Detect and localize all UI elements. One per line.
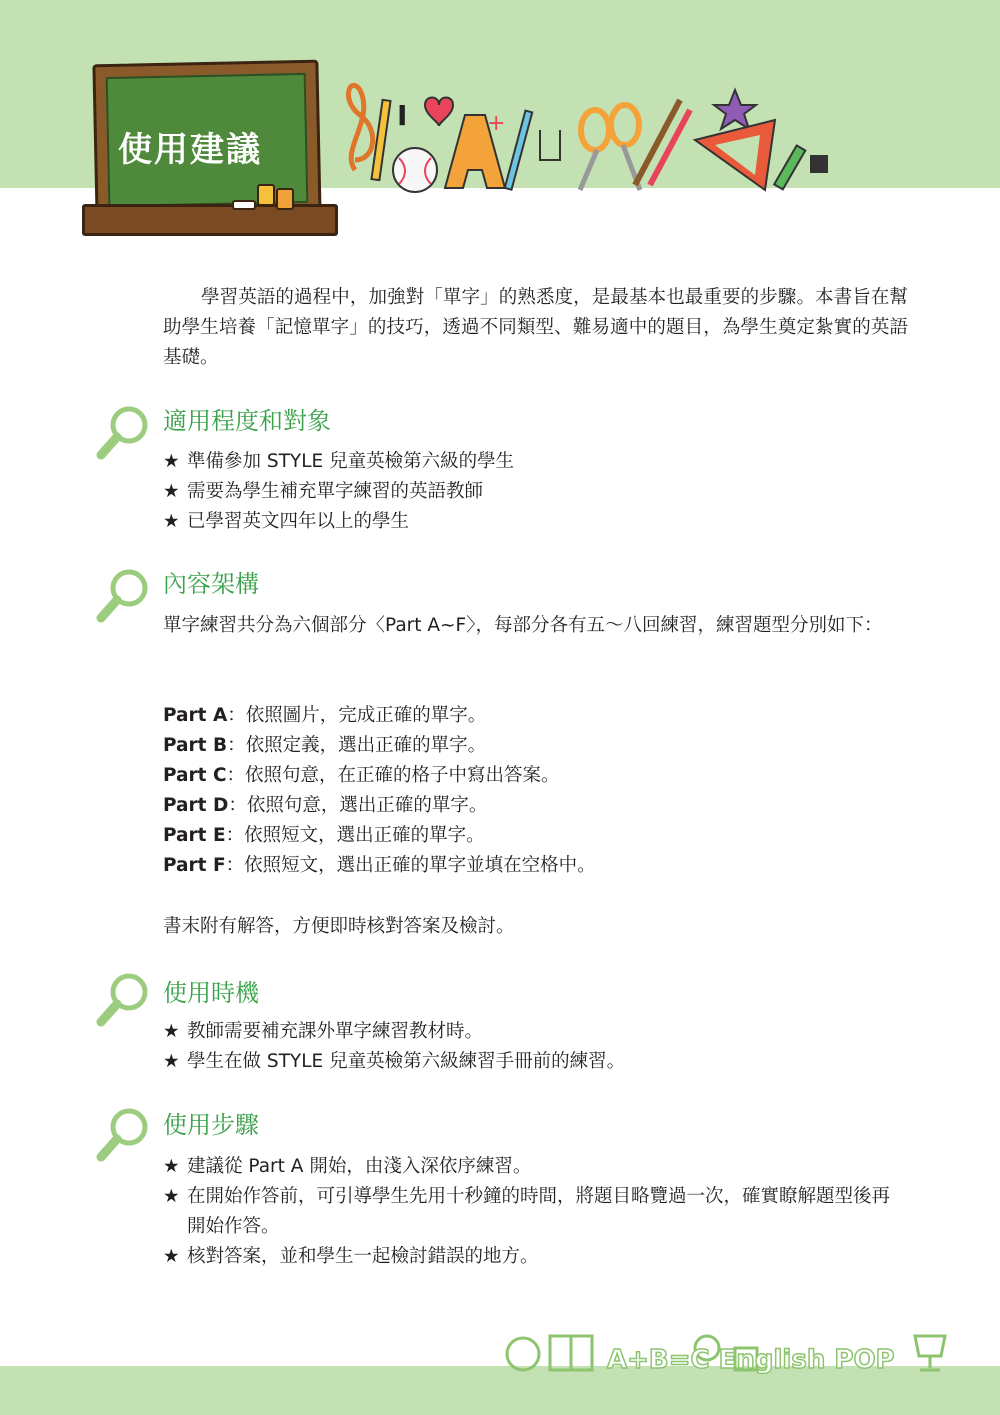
list-item: ★ 學生在做 STYLE 兒童英檢第六級練習手冊前的練習。 xyxy=(163,1047,908,1077)
chalk-icon xyxy=(276,188,294,210)
list-item: ★ 在開始作答前，可引導學生先用十秒鐘的時間，將題目略覽過一次，確實瞭解題型後再開始作答。 xyxy=(163,1182,908,1242)
magnifier-icon xyxy=(93,566,153,626)
star-bullet-icon: ★ xyxy=(163,1186,180,1207)
star-icon xyxy=(714,90,756,129)
part-row: Part D：依照句意，選出正確的單字。 xyxy=(163,795,488,816)
baseball-icon xyxy=(393,148,437,192)
chalkboard-ledge xyxy=(82,204,338,236)
list-item: ★ 已學習英文四年以上的學生 xyxy=(163,507,908,537)
section-title-steps: 使用步驟 xyxy=(163,1111,259,1139)
triangle-ruler-icon xyxy=(695,120,775,190)
star-bullet-icon: ★ xyxy=(163,481,180,502)
star-bullet-icon: ★ xyxy=(163,1051,180,1072)
structure-intro: 單字練習共分為六個部分〈Part A~F〉，每部分各有五～八回練習，練習題型分別如下： xyxy=(163,615,883,636)
chalk-icon xyxy=(232,200,256,210)
steps-list xyxy=(163,1152,908,1272)
star-bullet-icon: ★ xyxy=(163,1156,180,1177)
list-item: ★ 核對答案，並和學生一起檢討錯誤的地方。 xyxy=(163,1242,908,1272)
parts-list xyxy=(163,701,908,881)
paintbrush-icon xyxy=(635,100,690,185)
brush-icon xyxy=(505,111,532,190)
music-note-icon xyxy=(540,130,560,160)
magnifier-icon xyxy=(93,1105,153,1165)
scissors-icon xyxy=(580,105,640,190)
chalk-icon xyxy=(257,184,275,206)
audience-list xyxy=(163,447,908,537)
section-title-audience: 適用程度和對象 xyxy=(163,407,331,435)
doodle-i: I xyxy=(397,99,408,132)
list-item: ★ 準備參加 STYLE 兒童英檢第六級的學生 xyxy=(163,447,908,477)
part-row: Part A：依照圖片，完成正確的單字。 xyxy=(163,705,487,726)
section-title-structure: 內容架構 xyxy=(163,570,259,598)
list-item: ★ 建議從 Part A 開始，由淺入深依序練習。 xyxy=(163,1152,908,1182)
trophy-icon xyxy=(915,1336,945,1370)
star-bullet-icon: ★ xyxy=(163,451,180,472)
intro-paragraph: 學習英語的過程中，加強對「單字」的熟悉度，是最基本也最重要的步驟。本書旨在幫助學生培養「記憶單字」的技巧，透過不同類型、難易適中的題目，為學生奠定紮實的英語基礎。 xyxy=(163,287,908,368)
marker-icon xyxy=(774,145,828,189)
footer-text: A+B=C English POP xyxy=(607,1345,895,1375)
part-row: Part E：依照短文，選出正確的單字。 xyxy=(163,825,485,846)
magnifier-icon xyxy=(93,970,153,1030)
timing-list xyxy=(163,1017,908,1077)
magnifier-icon xyxy=(93,403,153,463)
part-row: Part B：依照定義，選出正確的單字。 xyxy=(163,735,487,756)
footer-doodle-illustration xyxy=(495,1318,985,1376)
page-title: 使用建議 xyxy=(118,130,262,170)
section-title-timing: 使用時機 xyxy=(163,979,259,1007)
list-item: ★ 教師需要補充課外單字練習教材時。 xyxy=(163,1017,908,1047)
star-bullet-icon: ★ xyxy=(163,511,180,532)
apple-icon xyxy=(507,1338,539,1370)
part-row: Part C：依照句意，在正確的格子中寫出答案。 xyxy=(163,765,560,786)
list-item: ★ 需要為學生補充單字練習的英語教師 xyxy=(163,477,908,507)
school-doodles-illustration xyxy=(335,70,845,200)
svg-text:+: + xyxy=(487,111,506,136)
chalkboard xyxy=(82,62,332,242)
star-bullet-icon: ★ xyxy=(163,1246,180,1267)
star-bullet-icon: ★ xyxy=(163,1021,180,1042)
part-row: Part F：依照短文，選出正確的單字並填在空格中。 xyxy=(163,855,596,876)
treble-clef-icon xyxy=(348,85,372,170)
letter-a-plus-icon xyxy=(445,111,505,188)
heart-icon xyxy=(425,98,453,127)
answer-note: 書末附有解答，方便即時核對答案及檢討。 xyxy=(163,916,515,937)
